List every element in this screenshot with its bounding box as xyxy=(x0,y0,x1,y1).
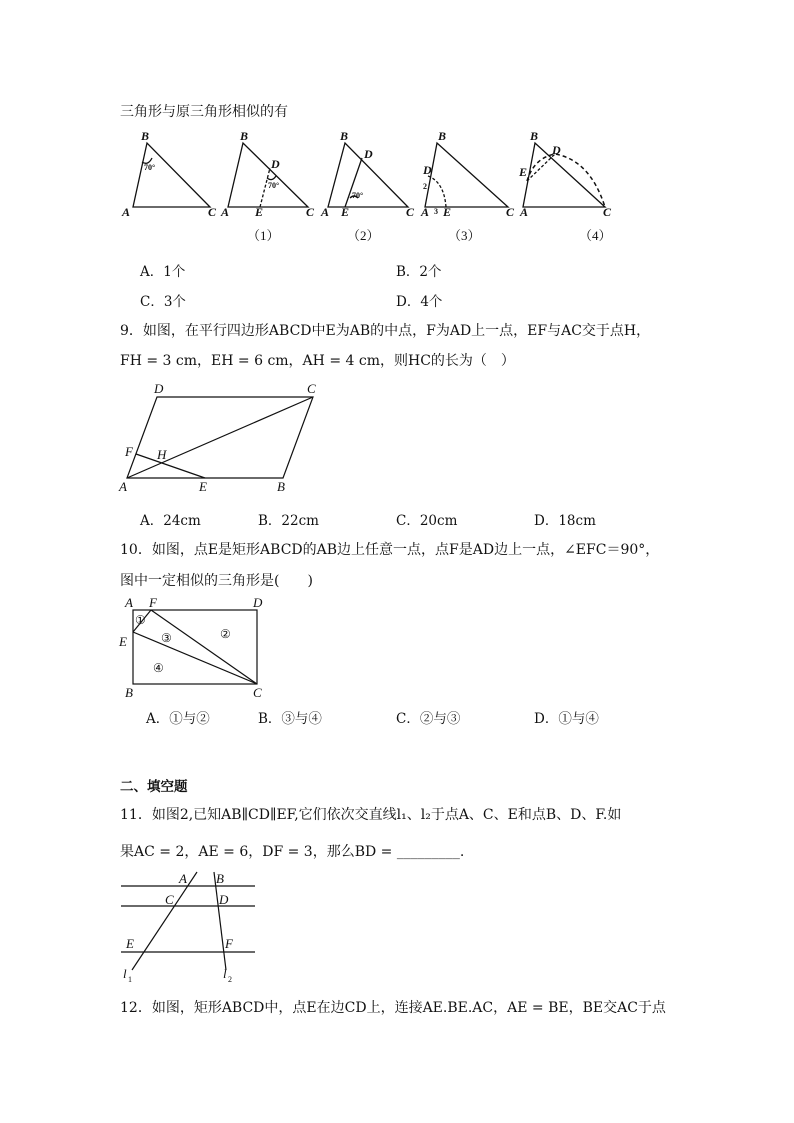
q11-label-l1-sub: 1 xyxy=(128,975,132,984)
q8-label-A3: A xyxy=(421,205,430,219)
q10-figure xyxy=(115,592,275,702)
q8-stem-tail: 三角形与原三角形相似的有 xyxy=(120,104,288,120)
q9-line-1: 9．如图，在平行四边形ABCD中E为AB的中点，F为AD上一点，EF与AC交于点H， xyxy=(120,323,651,339)
q9-label-B: B xyxy=(277,479,285,494)
q8-label-D3: D xyxy=(423,163,432,177)
q10-region-4: ④ xyxy=(153,661,164,675)
q8-fig-label-3: （3） xyxy=(448,228,481,243)
q8-label-A4: A xyxy=(520,205,529,219)
q8-label-B0: B xyxy=(141,129,150,143)
q8-label-A1: A xyxy=(221,205,230,219)
q10-region-2: ② xyxy=(220,627,231,641)
q10-label-F: F xyxy=(149,595,157,610)
q9-option-c[interactable]: C．20cm xyxy=(396,513,458,529)
q8-label-B3: B xyxy=(438,129,447,143)
q10-option-d[interactable]: D．①与④ xyxy=(534,711,599,727)
q8-figures xyxy=(110,126,630,246)
q8-angle-1: 70° xyxy=(268,181,280,190)
q9-label-C: C xyxy=(307,381,316,396)
q8-fig-label-1: （1） xyxy=(247,228,280,243)
q8-angle-0: 70° xyxy=(144,163,156,172)
q9-option-b[interactable]: B．22cm xyxy=(258,513,319,529)
q11-line-1: 11．如图2,已知AB∥CD∥EF,它们依次交直线l₁、l₂于点A、C、E和点B、D、F.如 xyxy=(120,807,622,823)
q10-option-a[interactable]: A．①与② xyxy=(146,711,210,727)
q8-label-E4: E xyxy=(519,165,528,179)
q11-label-l2-sub: 2 xyxy=(228,975,232,984)
q11-label-E: E xyxy=(126,936,134,951)
q8-option-c[interactable]: C．3个 xyxy=(140,294,186,310)
q8-label-D4: D xyxy=(552,143,561,157)
q8-label-B1: B xyxy=(240,129,249,143)
q10-option-c[interactable]: C．②与③ xyxy=(396,711,461,727)
q10-label-D: D xyxy=(253,595,263,610)
q8-label-A0: A xyxy=(122,205,131,219)
q9-option-a[interactable]: A．24cm xyxy=(140,513,201,529)
q8-label-B2: B xyxy=(340,129,349,143)
q8-label-C2: C xyxy=(406,205,415,219)
q8-label-A2: A xyxy=(321,205,330,219)
q10-label-E: E xyxy=(119,634,127,649)
q11-label-D: D xyxy=(219,892,229,907)
q8-seg-3: 3 xyxy=(434,207,438,216)
q8-label-C1: C xyxy=(306,205,315,219)
q8-label-D1: D xyxy=(271,157,280,171)
q8-seg-2: 2 xyxy=(423,182,427,191)
q11-line-2: 果AC = 2，AE = 6，DF = 3，那么BD = _________. xyxy=(120,844,465,860)
q11-label-l2: l xyxy=(223,966,227,981)
q8-option-d[interactable]: D．4个 xyxy=(396,294,443,310)
q10-line-2: 图中一定相似的三角形是( ) xyxy=(120,573,313,589)
q10-option-b[interactable]: B．③与④ xyxy=(258,711,322,727)
q10-line-1: 10．如图，点E是矩形ABCD的AB边上任意一点，点F是AD边上一点，∠EFC＝90°， xyxy=(120,542,660,558)
q11-label-l1: l xyxy=(123,966,127,981)
q11-label-C: C xyxy=(165,892,174,907)
q8-label-E3: E xyxy=(443,205,452,219)
q9-label-H: H xyxy=(157,447,167,462)
q8-fig-label-4: （4） xyxy=(579,228,612,243)
q8-fig-label-2: （2） xyxy=(347,228,380,243)
q9-figure xyxy=(115,378,325,498)
q8-label-B4: B xyxy=(530,129,539,143)
q10-label-C: C xyxy=(253,685,262,700)
q8-label-C3: C xyxy=(506,205,515,219)
q8-option-b[interactable]: B．2个 xyxy=(396,264,442,280)
q8-label-C4: C xyxy=(603,205,612,219)
q11-label-F: F xyxy=(225,936,233,951)
q11-label-B: B xyxy=(216,871,224,886)
q10-region-1: ① xyxy=(135,613,146,627)
q11-figure xyxy=(115,866,265,988)
q8-label-E1: E xyxy=(255,205,264,219)
q10-label-A: A xyxy=(125,595,133,610)
q8-angle-2: 70° xyxy=(352,191,364,200)
q8-label-D2: D xyxy=(364,147,373,161)
q8-option-a[interactable]: A．1个 xyxy=(140,264,186,280)
q10-label-B: B xyxy=(125,685,133,700)
q9-label-E: E xyxy=(199,479,207,494)
q9-line-2: FH = 3 cm，EH = 6 cm，AH = 4 cm，则HC的长为（ ） xyxy=(120,353,515,369)
q10-region-3: ③ xyxy=(161,631,172,645)
q9-label-A: A xyxy=(119,479,127,494)
q11-label-A: A xyxy=(179,871,187,886)
section-title-fill-blank: 二、填空题 xyxy=(120,779,188,795)
q9-option-d[interactable]: D．18cm xyxy=(534,513,596,529)
q9-label-D: D xyxy=(154,381,164,396)
q8-label-E2: E xyxy=(341,205,350,219)
q12-line-1: 12．如图，矩形ABCD中，点E在边CD上，连接AE.BE.AC，AE = BE，BE交AC于点 xyxy=(120,1000,666,1016)
q8-label-C0: C xyxy=(208,205,217,219)
q9-label-F: F xyxy=(125,444,133,459)
